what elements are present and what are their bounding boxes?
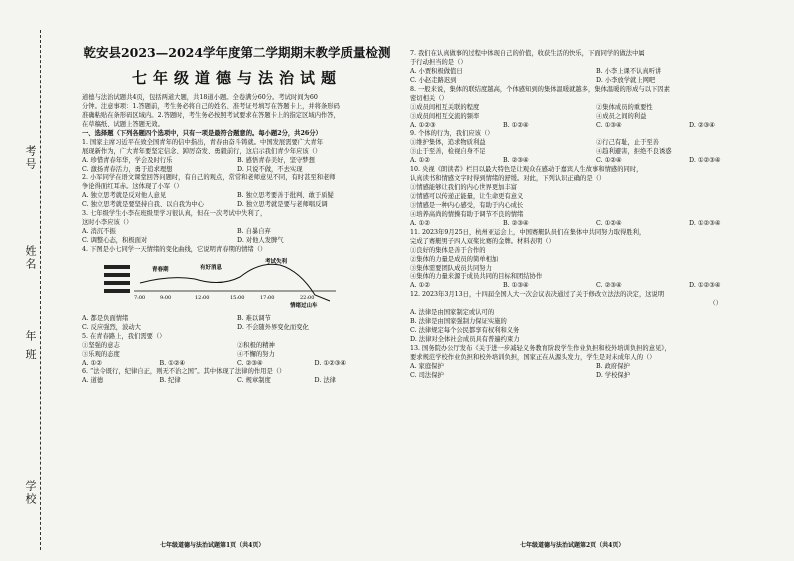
page-left [82,0,392,386]
page-right [410,0,782,381]
section-heading: 一、选择题（下列各题四个选项中，只有一项是最符合题意的。每小题2分，共26分） [82,129,322,137]
option: B. 独立思考要善于批判、敢于质疑 [237,192,334,200]
option: B. 纪律 [159,377,181,385]
question-1: 1. 国家主席习近平在致全国青年的信中指出，青春由奋斗铸就。中国发展需要广大青年 [82,138,323,146]
school-label: 学校 [24,480,37,506]
question-4: 4. 下图是小七同学一天情绪的变化曲线，它说明青春期的情绪（） [82,245,267,253]
statement: ①维护集体，追求物质利益 [410,139,486,147]
option: B. ②③④ [503,157,529,165]
chart-label: 考试失利 [265,258,288,265]
option: C. 反应强烈，波动大 [82,323,141,331]
question-10: 10. 央视《朗读者》栏目以最大特色是让观众在感动于嘉宾人生故事和情感的同时， [410,166,643,174]
time-tick: 12:00 [195,294,210,301]
statement: ③止于至善，检视自身不足 [410,148,486,156]
option: B. ②③④ [503,219,529,227]
question-11: 11. 2023年9月25日，杭州亚运会上，中国赛艇队员们在集体中共同努力取得胜利， [410,228,646,236]
option: C. 激扬青春活力，勇于追求理想 [82,165,173,173]
chart-label: 青春期 [152,266,169,273]
question-3: 3. 七年级学生小李在班级里学习很认真，但在一次考试中失利了， [82,210,267,218]
time-tick: 7:00 [134,294,146,301]
option: A. ①②③ [410,121,436,129]
class-label: 年 班 [24,330,37,362]
option: B. 政府保护 [596,362,630,370]
name-label: 姓名 [24,245,37,271]
statement: ④趋利避害，拒绝不良诱惑 [596,148,672,156]
option: A. 都是负面情绪 [82,314,129,322]
footer-left: 七年级道德与法治试题第1页（共4页） [160,542,265,549]
question-9: 9. 个体的行为，我们应该（） [410,130,494,138]
question-3-cont: 这时小李应该（） [82,219,133,227]
option: D. 学校保护 [596,371,631,379]
option: A. ①② [410,219,430,227]
time-tick: 17:00 [260,294,275,301]
option: D. ①②③④ [689,282,721,290]
question-7: 7. 我们在认真做事的过程中体现自己的价值，收获生活的快乐，下面同学的做法中属 [410,50,645,57]
statement: ③集体需要团队成员共同努力 [410,264,492,272]
option: A. 道德 [82,377,104,385]
legend-bar [104,281,130,285]
option: D. ②③④ [689,121,715,129]
statement: ②集体的力量是成员的简单相加 [410,255,499,263]
statement: ②积极的精神 [237,341,275,349]
option: B. ①②④ [503,121,529,129]
statement: ④培养高尚的情操有助于调节不良的情绪 [410,210,524,218]
legend-bar [104,273,130,277]
statement: ①成员间相互关联的程度 [410,103,480,111]
option: B. 小李上课不认真听讲 [596,67,662,75]
option: D. 小李放学就上网吧 [596,76,656,84]
statement: ④不懈的努力 [237,350,275,358]
option: A. 珍惜青春年华，学会及时行乐 [82,156,173,164]
statement: ③乐观的态度 [82,350,120,358]
question-2: 2. 小军同学在语文课堂回答问题时，有自己的观点，常常和老师意见不同，有时甚至和老师 [82,174,336,182]
time-tick: 15:00 [230,294,245,301]
answer-paren: （） [709,300,722,308]
question-2-cont: 争论得面红耳赤。这体现了小军（） [82,183,183,191]
option: C. ②③④ [237,359,263,367]
binding-strip [0,0,66,561]
option: C. 规章制度 [237,377,271,385]
option: C. ①②④ [596,219,622,227]
option: C. 调整心态，积极面对 [82,237,148,245]
time-tick: 9:00 [160,294,172,301]
question-13: 13. 国务院办公厅发布《关于进一步减轻义务教育阶段学生作业负担和校外培训负担的意见》， [410,344,671,352]
exam-subtitle: 七年级道德与法治试题 [131,68,342,87]
statement: ③成员间相互交流的频率 [410,112,480,120]
option: D. 法律 [314,377,336,385]
option: D. 只说不做，不去实现 [237,165,303,173]
question-5: 5. 在青春路上，我们需要（） [82,332,166,340]
question-12: 12. 2023年3月13日，十四届全国人大一次会议表决通过了关于修改立法法的决定，这说明 [410,291,665,299]
statement: ③情感是一种内心感受，有助于内心成长 [410,201,524,209]
option: D. 对他人发脾气 [237,237,284,245]
chart-label: 有好消息 [200,264,223,271]
option: B. 法律是由国家强制力保证实施的 [410,318,507,326]
question-8: 8. 一般来说，集体的联结度越高，个体感知到的集体温暖就越多，集体温暖的形成与以下因素 [410,85,670,93]
option: C. 司法保护 [410,371,444,379]
option: D. 独立思考就是要与老师唱反调 [237,201,328,209]
time-tick: 22:00 [300,294,315,301]
statement: ②行己有耻，止于至善 [596,139,659,147]
option: A. ①② [410,157,430,165]
option: B. 自暴自弃 [237,228,271,236]
option: C. 小赵走路迟到 [410,76,457,84]
option: A. 消沉不振 [82,228,116,236]
question-13-cont: 要求规范学校作业负担和校外培训负担，国家正在从源头发力，学生是对未成年人的（） [410,353,656,361]
option: C. ②③④ [596,282,622,290]
option: B. ①③④ [503,282,529,290]
option: A. ①② [82,359,102,367]
option: C. ①③④ [596,121,622,129]
option: D. 不会随外界变化而变化 [237,323,309,331]
option: D. ①②③④ [314,359,346,367]
option: A. 小贾积极做值日 [410,67,463,75]
statement: ②集体成员的重要性 [596,103,653,111]
option: C. 独立思考就是要坚持自我、以自我为中心 [82,201,204,209]
option: D. 法律对全体社会成员具有普遍约束力 [410,336,520,343]
statement: ④成员之间的利益 [596,112,647,120]
option: A. 家庭保护 [410,362,444,370]
statement: ②情感可以传递正能量，让生命更有意义 [410,193,524,200]
option: C. 法律规定每个公民都享有权利和义务 [410,327,520,335]
option: A. ①② [410,282,430,290]
option: B. ①②④ [159,359,186,367]
option: A. 独立思考就是反对他人意见 [82,192,167,200]
legend-bar [104,265,130,269]
option: C. ①②④ [596,157,622,165]
notes-line: 在草稿纸、试题上答题无效。 [82,120,164,128]
question-7-cont: 于行动担当的是（） [410,58,467,66]
chart-label: 情绪过山车 [290,302,318,309]
exam-number-label: 考号 [24,145,37,171]
footer-right: 七年级道德与法治试题第2页（共4页） [520,542,625,549]
notes-line: 分钟。注意事项：1.答题前，考生务必将自己的姓名、准考证号填写在答题卡上，并将条形码 [82,102,340,110]
question-8-cont: 密切相关（） [410,94,448,102]
option: D. ①②③④ [689,157,721,165]
option: D. ①②③④ [689,219,721,227]
question-11-cont: 完成了赛艇男子四人双桨比赛的金牌。材料表明（） [410,237,555,245]
legend-bar [104,289,130,293]
mood-curve-chart [100,257,340,309]
notes-line: 道德与法治试题共4页，包括两道大题，共18道小题。全卷满分60分。考试时间为60 [82,94,318,102]
option: B. 难以调节 [237,314,271,322]
option: B. 感悟青春美好，坚守梦想 [237,156,315,164]
question-6: 6. “法令既行，纪律自正，则无不治之国”。其中体现了法律的作用是（） [82,368,286,376]
statement: ①坚强的意志 [82,341,120,349]
option: A. 法律是由国家制定或认可的 [410,309,495,317]
question-10-cont: 认真读书和情感文字时得到情绪的舒缓。对此，下列认识正确的是（） [410,175,606,183]
question-1-cont: 展现新作为，广大青年要坚定信念、踔厉奋发、勇毅前行，这启示我们青少年应该（） [82,147,322,155]
binding-fold-line [40,30,41,550]
statement: ①情感能够让我们的内心世界更加丰富 [410,184,518,192]
statement: ①良好的集体是善于合作的 [410,246,486,254]
notes-line: 准确粘贴在条形码区域内。2.答题时，考生务必按照考试要求在答题卡上的指定区域内作答， [82,111,340,119]
statement: ④集体的力量来源于成员共同的目标和团结协作 [410,273,543,281]
exam-title: 乾安县2023—2024学年度第二学期期末教学质量检测 [83,45,391,60]
